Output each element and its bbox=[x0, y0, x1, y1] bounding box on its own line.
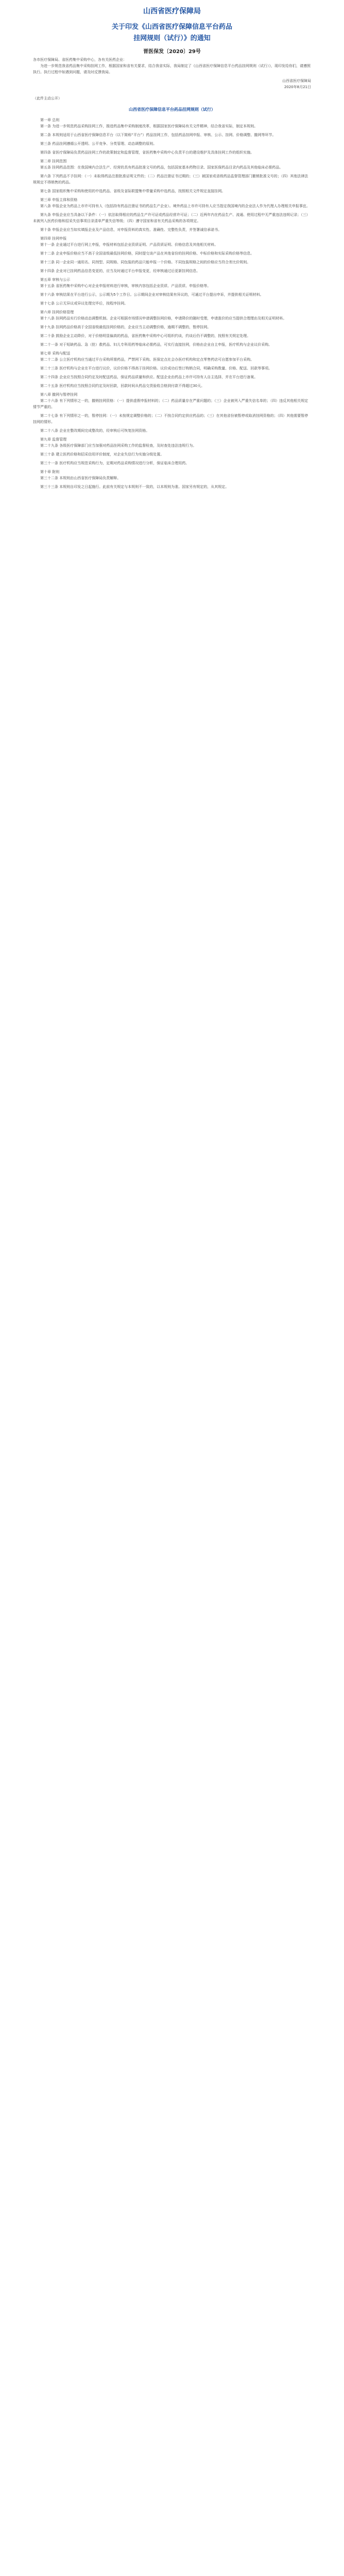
section-heading: 第七章 采购与配送 bbox=[40, 351, 71, 355]
section-paragraph: 第二十六条 有下列情形之一的，撤销挂网资格：（一）提供虚假申报材料的；（二）药品质量存在严重问题的；（三）企业被列入严重失信名单的；（四）违反其他相关规定情节严重的。 bbox=[33, 399, 308, 409]
section-heading: 第六章 挂网价格管理 bbox=[40, 310, 74, 314]
section-paragraph: 第三十二条 本规则由山西省医疗保障局负责解释。 bbox=[40, 476, 121, 480]
notice-body: 为进一步规范我省药品集中采购挂网工作，根据国家和省有关要求，结合我省实际，我局制定了《山西省医疗保障信息平台药品挂网规则（试行）》，现印发给你们，请遵照执行。执行过程中如遇到问题，请及时反馈我局。 bbox=[33, 64, 311, 74]
section-paragraph: 第十七条 公示无异议或异议处理完毕后，按程序挂网。 bbox=[40, 301, 128, 306]
section-paragraph: 第二十五条 医疗机构应当按照合同约定及时回款，回款时间从药品交货验收合格到付款不得超过30天。 bbox=[40, 384, 205, 388]
section-paragraph: 第十四条 企业对已挂网药品信息变更的，应当及时通过平台申报变更，经审核通过后更新挂网信息。 bbox=[40, 269, 200, 273]
section-paragraph: 第二十三条 医疗机构与企业在平台进行议价，议价价格不得高于挂网价格。议价成功后签订购销合同，明确采购数量、价格、配送、回款等事项。 bbox=[40, 366, 272, 370]
section-paragraph: 第二十二条 公立医疗机构应当通过平台采购所需药品，严禁网下采购。医保定点社会办医疗机构和定点零售药店可自愿参加平台采购。 bbox=[40, 358, 254, 362]
section-heading: 第九章 监督管理 bbox=[40, 437, 67, 442]
sign-date: 2020年8月21日 bbox=[284, 85, 311, 89]
doc-number: 晋医保发〔2020〕29号 bbox=[143, 49, 201, 55]
site-title: 山西省医疗保障局 bbox=[143, 7, 201, 15]
section-paragraph: 第十五条 省医药集中采购中心对企业申报材料进行审核，审核内容包括企业资质、产品资质、申报价格等。 bbox=[40, 284, 211, 288]
section-paragraph: 第四条 省医疗保障局负责药品挂网工作的政策制定和监督管理，省医药集中采购中心负责平台的建设维护及具体挂网工作的组织实施。 bbox=[40, 150, 254, 155]
section-heading: 第二章 挂网范围 bbox=[40, 159, 67, 163]
sign-org: 山西省医疗保障局 bbox=[282, 79, 311, 83]
section-paragraph: 第二十七条 有下列情形之一的，暂停挂网：（一）未按规定调整价格的；（二）不按合同约定供应药品的；（三）在其他省份被暂停或取消挂网资格的；（四）其他需要暂停挂网的情形。 bbox=[33, 414, 308, 424]
section-heading: 第八章 撤网与暂停挂网 bbox=[40, 393, 78, 397]
section-paragraph: 第二条 本规则适用于山西省医疗保障信息平台（以下简称“平台”）药品挂网工作，包括药品挂网申报、审核、公示、挂网、价格调整、撤网等环节。 bbox=[40, 133, 276, 137]
section-heading: 第五章 审核与公示 bbox=[40, 278, 71, 282]
section-heading: 第四章 挂网申报 bbox=[40, 236, 67, 241]
section-paragraph: 第五条 挂网药品范围：在我国境内合法生产、经营的具有药品批准文号的药品，包括国家基本药物目录、国家医保药品目录内药品及其他临床必需药品。 bbox=[40, 165, 283, 170]
section-paragraph: 第十三条 同一企业同一通用名、同剂型、同规格、同包装的药品只能申报一个价格。不同包装规格之间的价格应当符合差比价规则。 bbox=[40, 260, 251, 264]
section-paragraph: 第二十九条 各级医疗保障部门应当加强对药品挂网采购工作的监督检查，及时查处违法违规行为。 bbox=[40, 444, 197, 448]
section-paragraph: 第十一条 企业通过平台进行网上申报，申报材料包括企业资质证明、产品资质证明、价格信息及其他相关材料。 bbox=[40, 243, 218, 247]
section-paragraph: 第八条 申报企业为药品上市许可持有人（包括持有药品注册证书的药品生产企业）。境外药品上市许可持有人应当指定我国境内的企业法人作为代理人办理相关申报事宜。 bbox=[40, 204, 310, 208]
section-paragraph: 第十六条 审核结果在平台进行公示，公示期为5个工作日。公示期间企业对审核结果有异议的，可通过平台提出申诉，并提供相关证明材料。 bbox=[40, 293, 264, 297]
notice-title bbox=[33, 22, 311, 44]
section-paragraph: 第九条 申报企业应当具备以下条件：（一）依法取得相应的药品生产许可证或药品经营许可证；（二）近两年内在药品生产、流通、使用过程中无严重违法违规记录；（三）未被列入医药价格和招采失信事项目录清单严重失信等级；（四）遵守国家和省有关药品采购的各项规定。 bbox=[33, 213, 310, 223]
section-heading: 第三章 申报主体和资格 bbox=[40, 198, 78, 202]
section-heading: 第一章 总则 bbox=[40, 118, 60, 122]
section-paragraph: 第十八条 挂网药品实行价格动态调整机制。企业可根据市场情况申请调整挂网价格，申请降价的随时受理，申请涨价的应当提供合理理由及相关证明材料。 bbox=[40, 316, 287, 320]
notice-title-line2: 挂网规则（试行）》的通知 bbox=[133, 35, 211, 42]
notice-title-line1: 关于印发《山西省医疗保障信息平台药品 bbox=[111, 23, 232, 31]
section-paragraph: 第二十八条 企业在整改期间完成整改的，经审核后可恢复挂网资格。 bbox=[40, 429, 150, 433]
section-paragraph: 第三十三条 本规则自印发之日起施行。此前有关规定与本规则不一致的，以本规则为准。国家另有规定的，从其规定。 bbox=[40, 485, 229, 489]
section-paragraph: 第十条 申报企业应当如实填报企业及产品信息，对申报资料的真实性、准确性、完整性负责，并签署诚信承诺书。 bbox=[40, 228, 222, 232]
addressee: 各市医疗保障局、省医药集中采购中心，各有关医药企业： bbox=[33, 58, 127, 62]
section-paragraph: 第三十一条 医疗机构应当规范采购行为，定期对药品采购情况进行分析，保证临床合理用药。 bbox=[40, 461, 190, 465]
section-paragraph: 第十九条 挂网药品价格高于全国省级最低挂网价格的，企业应当主动调整价格，逾期不调整的，暂停挂网。 bbox=[40, 325, 211, 329]
section-paragraph: 第十二条 企业申报价格应当不高于全国省级最低挂网价格，同时提交该产品在其他省份的挂网价格、中标价格和实际采购价格等信息。 bbox=[40, 251, 254, 256]
section-paragraph: 第三条 药品挂网遵循公开透明、公平竞争、分类管理、动态调整的原则。 bbox=[40, 142, 157, 146]
section-paragraph: 第二十一条 对于短缺药品、急（抢）救药品、妇儿专科用药等临床必需药品，可实行直接挂网，价格由企业自主申报，医疗机构与企业议价采购。 bbox=[40, 343, 272, 347]
section-paragraph: 第二十四条 企业应当按照合同约定及时配送药品，保证药品质量和供应。配送企业由药品上市许可持有人自主选择，并在平台进行备案。 bbox=[40, 375, 258, 379]
section-paragraph: 第二十条 鼓励企业主动降价，对于价格明显偏高的药品，省医药集中采购中心可组织约谈，约谈后仍不调整的，按照有关规定处理。 bbox=[40, 334, 251, 338]
rule-sections bbox=[33, 117, 311, 493]
section-paragraph: 第七条 国家组织集中采购和使用的中选药品、省级及省际联盟集中带量采购中选药品，按照相关文件规定直接挂网。 bbox=[40, 189, 226, 193]
rule-title: 山西省医疗保障信息平台药品挂网规则（试行） bbox=[129, 107, 215, 112]
section-paragraph: 第一条 为进一步规范药品采购挂网工作，推进药品集中采购制度改革，根据国家医疗保障局有关文件精神，结合我省实际，制定本规则。 bbox=[40, 124, 258, 128]
public-label: （此件主动公开） bbox=[33, 96, 62, 100]
section-paragraph: 第六条 下列药品不予挂网：（一）未取得药品注册批准证明文件的；（二）药品注册证书过期的；（三）被国家或省级药品监督管理部门撤销批准文号的；（四）其他法律法规规定不得销售的药品。 bbox=[33, 174, 308, 184]
section-heading: 第十章 附则 bbox=[40, 470, 60, 474]
section-paragraph: 第三十条 建立医药价格和招采信用评价制度，对企业失信行为实施分级处置。 bbox=[40, 452, 164, 456]
